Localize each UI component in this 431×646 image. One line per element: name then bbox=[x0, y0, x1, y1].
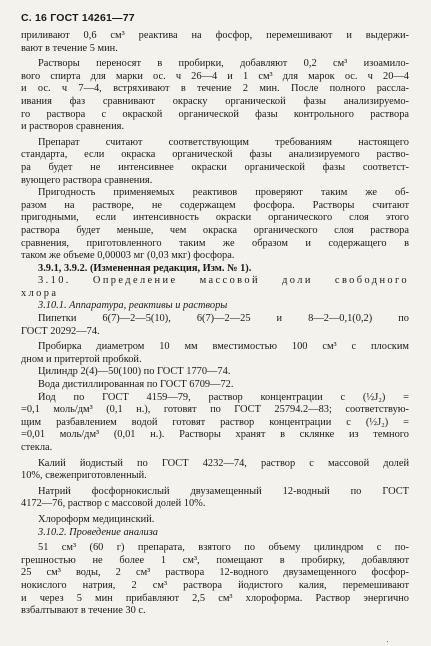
text-line: и растворов сравнения. bbox=[21, 121, 125, 133]
text-line: нокислого натрия, 2 см³ раствора йодистого калия, перемешивают bbox=[21, 579, 409, 591]
document-body bbox=[21, 30, 409, 618]
text-line: Йод по ГОСТ 4159—79, раствор концентрации с (½J₂) = bbox=[38, 391, 409, 403]
text-line: Пипетки 6(7)—2—5(10), 6(7)—2—25 и 8—2—0,1(0,2) по bbox=[38, 313, 409, 325]
text-line: ивания фаз сравнивают окраску органической фазы анализируемо- bbox=[21, 95, 409, 107]
text-line: 3.10.1. Аппаратура, реактивы и растворы bbox=[38, 300, 228, 312]
text-line: таком же объеме 0,00003 мг (0,03 мкг) фосфора. bbox=[21, 250, 235, 262]
text-line: 4172—76, раствор с массовой долей 10%. bbox=[21, 498, 206, 510]
text-line: Калий йодистый по ГОСТ 4232—74, раствор с массовой долей bbox=[38, 457, 409, 469]
text-line: раствора будет меньше, чем окраска органического слоя раствора bbox=[21, 224, 409, 236]
text-line: грешностью не более 1 см³, помещают в пробирку, добавляют bbox=[21, 554, 409, 566]
text-line: хлора bbox=[21, 287, 59, 299]
text-line: Хлороформ медицинский. bbox=[38, 513, 155, 525]
text-line: и ос. ч 7—4, встряхивают в течение 2 мин. После полного рассла- bbox=[21, 83, 409, 95]
text-line: ра будет не интенсивнее окраски органической фазы соответст- bbox=[21, 161, 409, 173]
text-line: =0,01 моль/дм³ (0,01 н.). Растворы хранят в склянке из темного bbox=[21, 429, 409, 441]
text-line: стандарта, если окраска органической фазы анализируемого раство- bbox=[21, 149, 409, 161]
text-line: вующего раствора сравнения. bbox=[21, 174, 153, 186]
text-line: вого спирта для марки ос. ч 26—4 и 1 см³ для марок ос. ч 20—4 bbox=[21, 70, 409, 82]
text-line: 3.9.1, 3.9.2. (Измененная редакция, Изм. № 1). bbox=[38, 262, 252, 274]
text-line: вают в течение 5 мин. bbox=[21, 42, 118, 54]
text-line: пригодными, если интенсивность окраски органического слоя этого bbox=[21, 212, 409, 224]
text-line: Пригодность применяемых реактивов проверяют таким же об- bbox=[38, 187, 409, 199]
text-line: стекла. bbox=[21, 442, 53, 453]
text-line: взбалтывают в течение 30 с. bbox=[21, 605, 146, 617]
text-line: Вода дистиллированная по ГОСТ 6709—72. bbox=[38, 379, 234, 391]
text-line: го раствора с окраской органической фазы контрольного раствора bbox=[21, 108, 409, 120]
text-line: Растворы переносят в пробирки, добавляют 0,2 см³ изоамило- bbox=[38, 58, 409, 70]
text-line: разом на растворе, не содержащем фосфора. Растворы считают bbox=[21, 199, 409, 211]
text-line: Натрий фосфорнокислый двузамещенный 12-водный по ГОСТ bbox=[38, 485, 409, 497]
text-line: 3.10.2. Проведение анализа bbox=[38, 526, 159, 538]
text-line: Препарат считают соответствующим требованиям настоящего bbox=[38, 136, 409, 148]
text-line: Цилиндр 2(4)—50(100) по ГОСТ 1770—74. bbox=[38, 366, 231, 378]
page-header: С. 16 ГОСТ 14261—77 bbox=[21, 12, 135, 24]
text-line: Пробирка диаметром 10 мм вместимостью 100 см³ с плоским bbox=[38, 341, 409, 353]
text-line: 3.10. Определение массовой доли свободного bbox=[38, 275, 409, 287]
text-line: приливают 0,6 см³ реактива на фосфор, перемешивают и выдержи- bbox=[21, 30, 409, 41]
text-line: 10%, свежеприготовленный. bbox=[21, 470, 147, 482]
text-line: =0,1 моль/дм³ (0,1 н.), готовят по ГОСТ 25794.2—83; соответствую- bbox=[21, 404, 409, 416]
text-line: 51 см³ (60 г) препарата, взятого по объему цилиндром с по- bbox=[38, 542, 409, 554]
text-line: дном и притертой пробкой. bbox=[21, 353, 142, 365]
scan-mark: · bbox=[386, 636, 389, 646]
text-line: ГОСТ 20292—74. bbox=[21, 325, 100, 337]
text-line: 25 см³ воды, 2 см³ раствора 12-водного двузамещенного фосфор- bbox=[21, 567, 409, 579]
text-line: и через 5 мин прибавляют 2,5 см³ хлороформа. Раствор энергично bbox=[21, 592, 409, 604]
text-line: сравнения, приготовленного таким же образом и содержащего в bbox=[21, 237, 409, 249]
text-line: щим разбавлением водой готовят раствор концентрации с (½J₂) = bbox=[21, 416, 409, 428]
